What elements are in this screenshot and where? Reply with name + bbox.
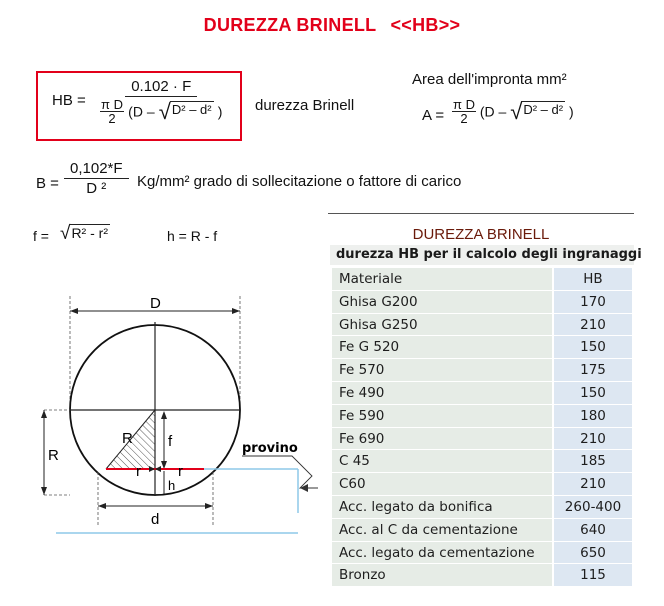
dim-r-arrow-bottom xyxy=(41,487,47,495)
area-formula-expression xyxy=(452,98,574,125)
label-h: h xyxy=(168,478,176,493)
dim-f-arrow-top xyxy=(161,411,167,419)
label-f: f xyxy=(168,433,173,450)
f-formula-lhs: f = xyxy=(33,228,49,244)
area-paren-close: ) xyxy=(568,103,574,120)
table-cell-hb: 180 xyxy=(554,405,632,428)
area-pi: π xyxy=(453,97,462,112)
label-d-upper: D xyxy=(150,295,161,312)
table-cell-hb: 210 xyxy=(554,473,632,496)
area-sqrt: √ D² – d² xyxy=(510,98,564,124)
hb-pi: π xyxy=(101,97,110,112)
dim-dd-arrow-right xyxy=(205,503,213,509)
table-cell-hb: 640 xyxy=(554,519,632,542)
provino-leader xyxy=(242,456,318,488)
hb-pi-d: D xyxy=(113,97,123,112)
b-unit-description: Kg/mm² grado di sollecitazione o fattore di carico xyxy=(137,173,462,190)
dim-d-arrow-left xyxy=(70,308,78,314)
table-cell-material: Fe 590 xyxy=(332,405,554,428)
hb-two: 2 xyxy=(108,111,116,126)
table-row xyxy=(332,359,634,382)
dim-d-arrow-right xyxy=(232,308,240,314)
dim-f-arrow-bottom xyxy=(161,461,167,469)
table-cell-material: Fe 490 xyxy=(332,382,554,405)
page-title xyxy=(0,15,664,36)
table-cell-material: Fe 690 xyxy=(332,428,554,451)
title-main: DUREZZA BRINELL xyxy=(203,15,377,35)
table-row xyxy=(332,450,634,473)
table-cell-material: Acc. legato da bonifica xyxy=(332,496,554,519)
table-cell-material: Fe G 520 xyxy=(332,336,554,359)
label-r-outer: R xyxy=(48,447,59,464)
label-provino: provino xyxy=(242,441,298,456)
hb-paren-close: ) xyxy=(217,103,223,120)
table-row xyxy=(332,473,634,496)
area-two: 2 xyxy=(460,111,468,126)
table-cell-material: Ghisa G200 xyxy=(332,291,554,314)
table-title: DUREZZA BRINELL xyxy=(412,226,550,243)
table-row xyxy=(332,314,634,337)
table-row xyxy=(332,405,634,428)
table-cell-material: Ghisa G250 xyxy=(332,314,554,337)
table-cell-hb: 210 xyxy=(554,314,632,337)
hb-numerator: 0.102 · F xyxy=(125,78,197,97)
table-cell-hb: 175 xyxy=(554,359,632,382)
table-cell-hb: 210 xyxy=(554,428,632,451)
title-tag: <<HB>> xyxy=(390,15,461,35)
table-row xyxy=(332,336,634,359)
table-header-row xyxy=(332,268,634,291)
f-root: R² - r² xyxy=(71,225,108,241)
b-numerator: 0,102*F xyxy=(64,160,129,179)
label-r-inner: R xyxy=(122,430,133,447)
hb-sqrt: √ D² – d² xyxy=(158,98,212,124)
label-r-right: r xyxy=(178,463,183,480)
table-cell-hb: HB xyxy=(554,268,632,291)
hb-formula-lhs: HB = xyxy=(52,92,86,109)
label-d-lower: d xyxy=(151,511,160,528)
h-formula: h = R - f xyxy=(167,228,218,244)
table-cell-material: Acc. legato da cementazione xyxy=(332,542,554,565)
b-formula-lhs: B = xyxy=(36,175,59,192)
table-row xyxy=(332,496,634,519)
table-cell-hb: 115 xyxy=(554,564,632,587)
table-cell-material: Fe 570 xyxy=(332,359,554,382)
b-formula-fraction xyxy=(64,160,129,197)
table-subtitle: durezza HB per il calcolo degli ingranaggi xyxy=(330,245,634,265)
hb-formula-fraction xyxy=(100,78,222,125)
hb-root: D² – d² xyxy=(170,101,214,123)
table-cell-material: C 45 xyxy=(332,450,554,473)
table-cell-hb: 650 xyxy=(554,542,632,565)
table-cell-material: Bronzo xyxy=(332,564,554,587)
table-cell-material: Acc. al C da cementazione xyxy=(332,519,554,542)
hb-pi-fraction xyxy=(100,98,124,125)
table-cell-material: C60 xyxy=(332,473,554,496)
dim-r-arrow-top xyxy=(41,410,47,418)
table-cell-hb: 170 xyxy=(554,291,632,314)
area-pi-fraction xyxy=(452,98,476,125)
hb-paren-open: (D – xyxy=(128,103,155,120)
f-formula-sqrt: √ R² - r² xyxy=(60,223,108,244)
r-arrow-right xyxy=(155,466,161,472)
area-formula-lhs: A = xyxy=(422,107,445,124)
area-label: Area dell'impronta mm² xyxy=(412,71,567,88)
area-pi-d: D xyxy=(465,97,475,112)
area-paren-open: (D – xyxy=(479,103,507,120)
table-cell-hb: 185 xyxy=(554,450,632,473)
table-cell-hb: 260-400 xyxy=(554,496,632,519)
brinell-diagram xyxy=(0,285,330,545)
table-row xyxy=(332,382,634,405)
table-row xyxy=(332,428,634,451)
table-row xyxy=(332,542,634,565)
hb-description: durezza Brinell xyxy=(255,97,355,114)
area-root: D² – d² xyxy=(521,101,565,123)
provino-arrow xyxy=(300,484,308,492)
table-top-rule xyxy=(328,213,634,214)
table-cell-material: Materiale xyxy=(332,268,554,291)
dim-dd-arrow-left xyxy=(98,503,106,509)
table-row xyxy=(332,291,634,314)
b-denominator: D ² xyxy=(86,180,107,197)
table-row xyxy=(332,519,634,542)
table-cell-hb: 150 xyxy=(554,382,632,405)
hardness-table xyxy=(332,268,634,587)
label-r-left: r xyxy=(136,463,141,480)
hb-denominator xyxy=(100,97,222,125)
table-cell-hb: 150 xyxy=(554,336,632,359)
table-row xyxy=(332,564,634,587)
